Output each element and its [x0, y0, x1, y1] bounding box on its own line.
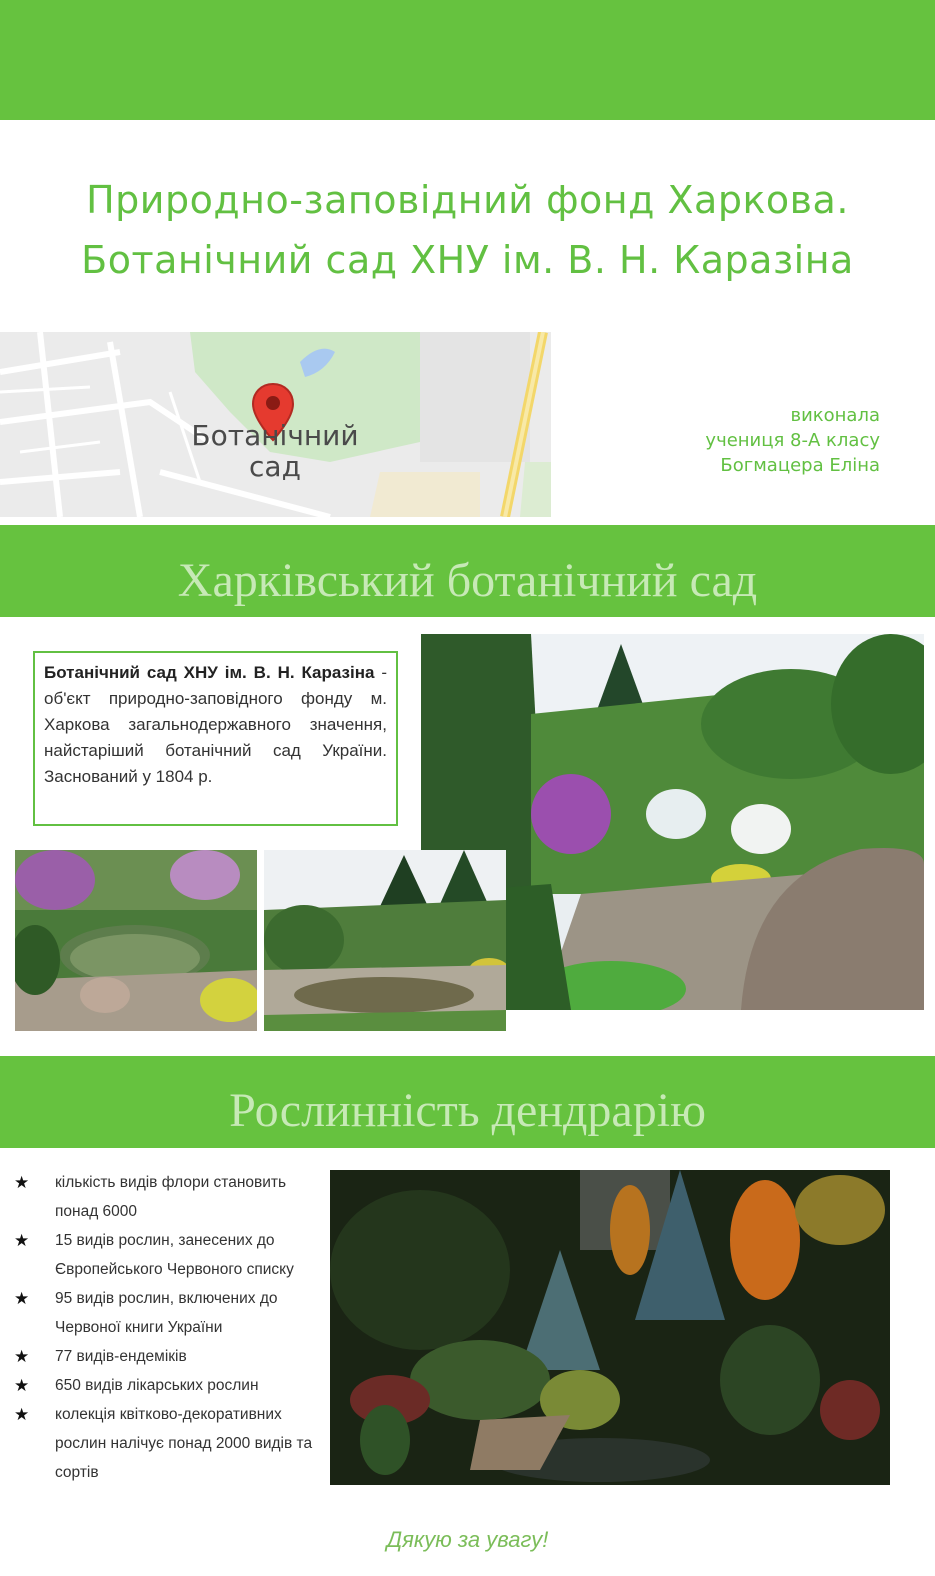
garden-photo-pond-2 — [264, 850, 506, 1031]
star-icon: ★ — [14, 1376, 30, 1395]
map-label — [175, 420, 375, 482]
author-line-1: виконала — [790, 405, 880, 426]
star-icon: ★ — [14, 1173, 30, 1192]
garden-photo-pond-1 — [15, 850, 257, 1031]
map-label-line-1: Ботанічний — [191, 419, 359, 452]
section-2-heading: Рослинність дендрарію — [229, 1084, 706, 1137]
title-line-2: Ботанічний сад ХНУ ім. В. Н. Каразіна — [81, 238, 854, 282]
info-box — [33, 651, 398, 826]
star-icon: ★ — [14, 1405, 30, 1424]
list-item: ★ кількість видів флори становить понад 6000 — [14, 1168, 319, 1226]
thanks-text: Дякую за увагу! — [386, 1527, 549, 1552]
list-item: ★ 95 видів рослин, включених до Червоної книги України — [14, 1284, 319, 1342]
star-icon: ★ — [14, 1231, 30, 1250]
star-icon: ★ — [14, 1289, 30, 1308]
page-title — [0, 170, 935, 290]
top-banner — [0, 0, 935, 120]
title-line-1: Природно-заповідний фонд Харкова. — [86, 178, 849, 222]
author-line-3: Богмацера Еліна — [720, 455, 880, 476]
author-info — [620, 403, 880, 478]
garden-photo-dendrarium — [330, 1170, 890, 1485]
facts-list — [14, 1168, 319, 1487]
star-icon: ★ — [14, 1347, 30, 1366]
list-item: ★ 650 видів лікарських рослин — [14, 1371, 319, 1400]
list-item: ★ 77 видів-ендеміків — [14, 1342, 319, 1371]
section-1-heading: Харківський ботанічний сад — [177, 554, 758, 607]
info-text: - об'єкт природно-заповідного фонду м. Харкова загальнодержавного значення, найстаріший ботанічний сад України. Заснований у 1804 р. — [44, 663, 387, 786]
map-label-line-2: сад — [249, 450, 301, 483]
list-item: ★ колекція квітково-декоративних рослин налічує понад 2000 видів та сортів — [14, 1400, 319, 1487]
info-bold: Ботанічний сад ХНУ ім. В. Н. Каразіна — [44, 663, 375, 682]
author-line-2: учениця 8-А класу — [705, 430, 880, 451]
list-item: ★ 15 видів рослин, занесених до Європейського Червоного списку — [14, 1226, 319, 1284]
map-image — [0, 332, 551, 517]
